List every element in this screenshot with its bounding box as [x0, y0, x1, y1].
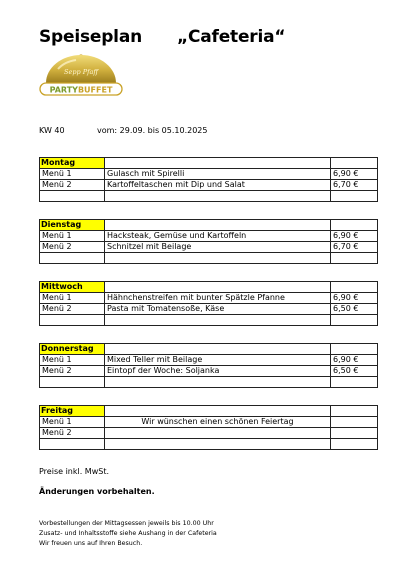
title-cafeteria: „Cafeteria“	[177, 27, 286, 47]
day-header-row	[40, 282, 378, 293]
empty-cell	[331, 158, 378, 169]
day-table-freitag	[39, 405, 378, 450]
table-row	[40, 355, 378, 366]
svg-text:PARTYBUFFET	[50, 86, 113, 95]
empty-cell	[331, 220, 378, 231]
menu-label: Menü 2	[40, 180, 105, 191]
menu-label: Menü 1	[40, 293, 105, 304]
price: 6,90 €	[331, 169, 378, 180]
blank-row	[40, 377, 378, 388]
dish-name: Mixed Teller mit Beilage	[105, 355, 331, 366]
empty-cell	[40, 191, 105, 202]
dish-name: Pasta mit Tomatensoße, Käse	[105, 304, 331, 315]
menu-label: Menü 2	[40, 304, 105, 315]
empty-cell	[331, 253, 378, 264]
table-row	[40, 169, 378, 180]
price: 6,90 €	[331, 355, 378, 366]
dish-name	[105, 428, 331, 439]
table-row	[40, 242, 378, 253]
page-title	[39, 27, 379, 47]
menu-label: Menü 1	[40, 169, 105, 180]
dish-name: Gulasch mit Spirelli	[105, 169, 331, 180]
week-range: vom: 29.09. bis 05.10.2025	[97, 126, 208, 135]
price: 6,70 €	[331, 242, 378, 253]
day-header-row	[40, 220, 378, 231]
empty-cell	[331, 315, 378, 326]
price	[331, 428, 378, 439]
day-name: Montag	[40, 158, 105, 169]
dish-name: Hacksteak, Gemüse und Kartoffeln	[105, 231, 331, 242]
day-table-donnerstag	[39, 343, 378, 388]
empty-cell	[331, 344, 378, 355]
table-row	[40, 417, 378, 428]
price: 6,90 €	[331, 293, 378, 304]
menu-label: Menü 2	[40, 366, 105, 377]
empty-cell	[331, 377, 378, 388]
table-row	[40, 428, 378, 439]
price: 6,70 €	[331, 180, 378, 191]
empty-cell	[105, 158, 331, 169]
empty-cell	[105, 282, 331, 293]
empty-cell	[40, 377, 105, 388]
footer-line-preorder: Vorbestellungen der Mittagsessen jeweils bis 10.00 Uhr	[39, 520, 214, 527]
empty-cell	[105, 344, 331, 355]
empty-cell	[331, 406, 378, 417]
logo-brand-part1: PARTY	[49, 85, 78, 95]
dish-name: Hähnchenstreifen mit bunter Spätzle Pfanne	[105, 293, 331, 304]
title-speiseplan: Speiseplan	[39, 27, 142, 47]
day-name: Donnerstag	[40, 344, 105, 355]
menu-label: Menü 1	[40, 231, 105, 242]
day-header-row	[40, 406, 378, 417]
table-row	[40, 304, 378, 315]
empty-cell	[105, 377, 331, 388]
empty-cell	[105, 406, 331, 417]
blank-row	[40, 253, 378, 264]
empty-cell	[105, 220, 331, 231]
menu-label: Menü 2	[40, 428, 105, 439]
menu-label: Menü 1	[40, 417, 105, 428]
empty-cell	[105, 191, 331, 202]
logo-script-text: Sepp Pfaff	[64, 68, 98, 76]
footer-line-welcome: Wir freuen uns auf Ihren Besuch.	[39, 540, 143, 547]
empty-cell	[331, 439, 378, 450]
day-header-row	[40, 344, 378, 355]
price: 6,50 €	[331, 366, 378, 377]
table-row	[40, 180, 378, 191]
price: 6,90 €	[331, 231, 378, 242]
party-buffet-logo	[36, 53, 126, 107]
week-info	[39, 126, 208, 135]
footer-notes	[39, 519, 217, 549]
cloche-logo-icon	[36, 53, 126, 103]
menu-label: Menü 2	[40, 242, 105, 253]
empty-cell	[40, 439, 105, 450]
empty-cell	[331, 282, 378, 293]
dish-name: Kartoffeltaschen mit Dip und Salat	[105, 180, 331, 191]
dish-name: Eintopf der Woche: Soljanka	[105, 366, 331, 377]
empty-cell	[40, 315, 105, 326]
day-name: Mittwoch	[40, 282, 105, 293]
menu-label: Menü 1	[40, 355, 105, 366]
blank-row	[40, 439, 378, 450]
dish-name: Wir wünschen einen schönen Feiertag	[105, 417, 331, 428]
empty-cell	[40, 253, 105, 264]
dish-name: Schnitzel mit Beilage	[105, 242, 331, 253]
empty-cell	[331, 191, 378, 202]
empty-cell	[105, 315, 331, 326]
day-table-mittwoch	[39, 281, 378, 326]
day-name: Freitag	[40, 406, 105, 417]
table-row	[40, 231, 378, 242]
blank-row	[40, 315, 378, 326]
day-table-montag	[39, 157, 378, 202]
footer-line-additives: Zusatz- und Inhaltsstoffe siehe Aushang in der Cafeteria	[39, 530, 217, 537]
empty-cell	[105, 253, 331, 264]
table-row	[40, 293, 378, 304]
price	[331, 417, 378, 428]
price-note: Preise inkl. MwSt.	[39, 467, 110, 476]
changes-note: Änderungen vorbehalten.	[39, 487, 155, 496]
day-name: Dienstag	[40, 220, 105, 231]
blank-row	[40, 191, 378, 202]
empty-cell	[105, 439, 331, 450]
table-row	[40, 366, 378, 377]
day-header-row	[40, 158, 378, 169]
day-table-dienstag	[39, 219, 378, 264]
logo-brand-part2: BUFFET	[77, 85, 113, 95]
week-label: KW 40	[39, 126, 65, 135]
price: 6,50 €	[331, 304, 378, 315]
